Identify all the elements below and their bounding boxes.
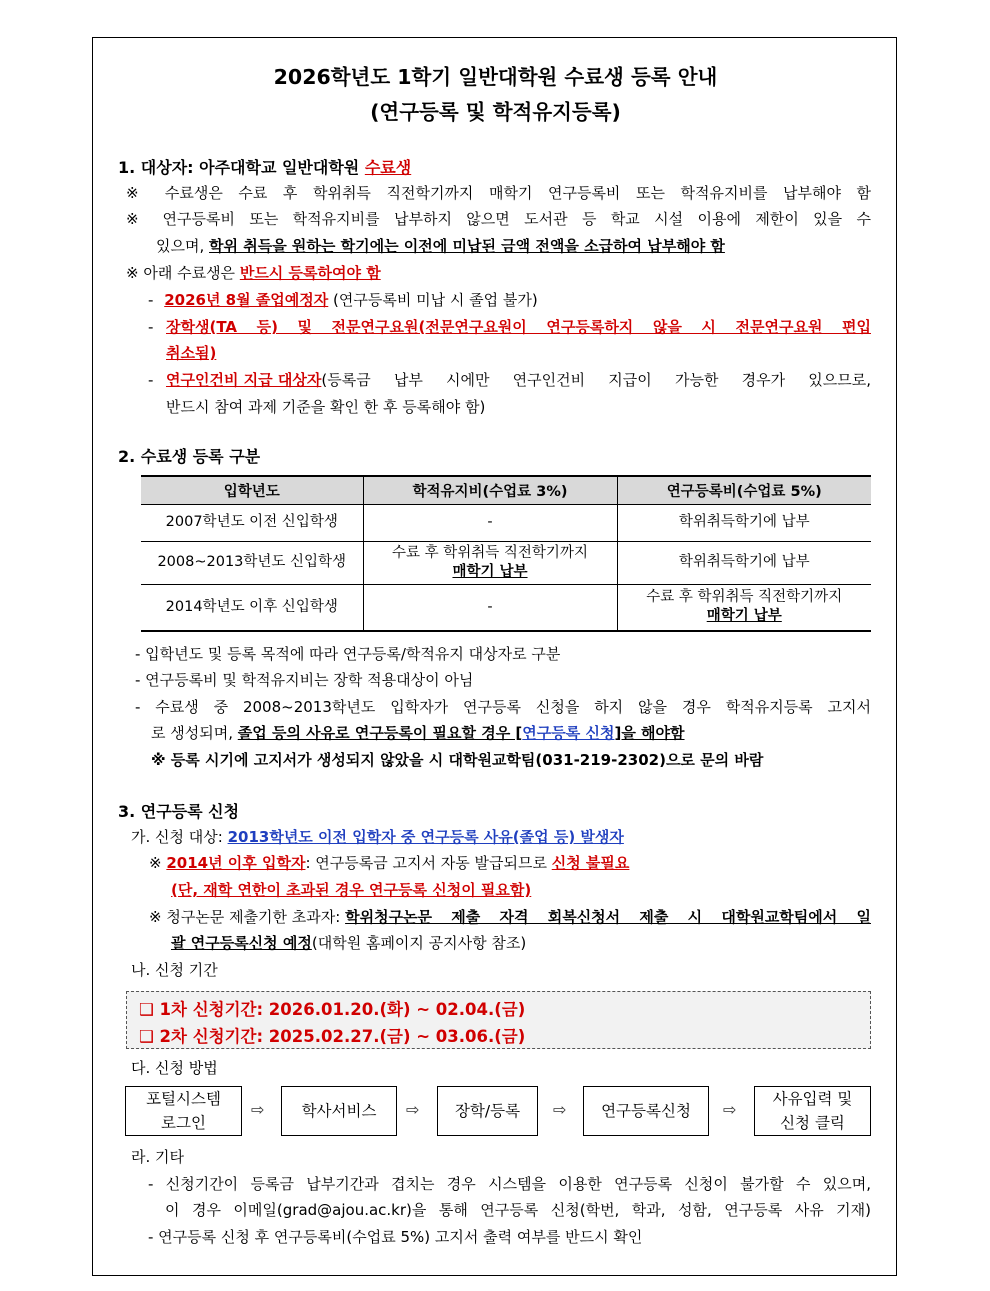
- dash-marker: -: [148, 291, 154, 309]
- section1-item2-dash: -: [148, 318, 154, 336]
- section2-note3-line1: - 수료생 중 2008~2013학년도 입학자가 연구등록 신청을 하지 않을 경우 학적유지등록 고지서: [135, 698, 871, 716]
- step-scholarship-registration: [437, 1086, 538, 1136]
- notice-title-line2: (연구등록 및 학적유지등록): [370, 100, 621, 124]
- section3-ga-note1-emph: 2014년 이후 입학자: [166, 854, 306, 872]
- note-mark: ※: [149, 854, 167, 872]
- application-period-1: [139, 996, 525, 1020]
- section3-ga-note2-prefix: ※ 청구논문 제출기한 초과자:: [149, 908, 346, 926]
- section1-item1: [148, 290, 538, 310]
- section3-ga-note1: [149, 853, 629, 873]
- section2-note3-suffix: ]을 해야함: [614, 724, 685, 742]
- table-header-maintenance: 학적유지비(수업료 3%): [363, 476, 617, 504]
- application-period-1-text: 1차 신청기간: 2026.01.20.(화) ~ 02.04.(금): [159, 1000, 526, 1019]
- step-label: 로그인: [161, 1114, 206, 1132]
- section1-note2-line2: [156, 236, 725, 256]
- table-cell-year: 2014학년도 이후 신입학생: [141, 584, 363, 631]
- table-cell-maintenance: -: [363, 584, 617, 631]
- table-header-research: 연구등록비(수업료 5%): [617, 476, 871, 504]
- table-cell-maintenance: -: [363, 504, 617, 541]
- step-label: 학사서비스: [301, 1102, 377, 1120]
- section1-note3-emph: 반드시 등록하여야 함: [239, 264, 381, 282]
- step-enter-reason-submit: [754, 1086, 871, 1136]
- application-period-2-text: 2차 신청기간: 2025.02.27.(금) ~ 03.06.(금): [159, 1027, 526, 1046]
- section2-note3-emph: 졸업 등의 사유로 연구등록이 필요할 경우 [: [237, 724, 523, 742]
- table-row: [141, 504, 871, 541]
- step-research-registration: [583, 1086, 709, 1136]
- section3-ga-note1-line2: (단, 재학 연한이 초과된 경우 연구등록 신청이 필요함): [171, 881, 532, 899]
- table-cell-research: 학위취득학기에 납부: [617, 541, 871, 584]
- section1-note2-emph: 학위 취득을 원하는 학기에는 이전에 미납된 금액 전액을 소급하여 납부해야 함: [209, 237, 725, 255]
- section1-item3-dash: -: [148, 371, 154, 389]
- section2-note3-line2: [151, 723, 685, 743]
- section3-ga-note2-line2-rest: (대학원 홈페이지 공지사항 참조): [311, 934, 527, 952]
- section1-heading: [118, 155, 411, 178]
- section3-ga-note1-mid: : 연구등록금 고지서 자동 발급되므로: [305, 854, 552, 872]
- application-period-box: [126, 991, 871, 1049]
- section3-ga-note2-line1: [149, 907, 871, 927]
- table-row: [141, 541, 871, 584]
- section2-heading: 2. 수료생 등록 구분: [118, 447, 261, 466]
- right-arrow-icon: ⇨: [406, 1100, 420, 1119]
- section1-item1-rest: (연구등록비 미납 시 졸업 불가): [328, 291, 538, 309]
- notice-frame: [92, 37, 897, 1276]
- table-cell-line: 수료 후 학위취득 직전학기까지: [646, 589, 843, 606]
- section1-item1-emph: 2026년 8월 졸업예정자: [164, 291, 329, 309]
- right-arrow-icon: ⇨: [723, 1100, 737, 1119]
- table-cell-line: 수료 후 학위취득 직전학기까지: [392, 544, 588, 561]
- section1-note2-prefix: 있으며,: [156, 237, 210, 255]
- section3-ga-note2-line2-emph: 괄 연구등록신청 예정: [171, 934, 312, 952]
- notice-title-line1: 2026학년도 1학기 일반대학원 수료생 등록 안내: [273, 65, 718, 89]
- section3-ra: 라. 기타: [131, 1148, 185, 1166]
- section1-item2-line1: 장학생(TA 등) 및 전문연구요원(전문연구요원이 연구등록하지 않을 시 전문연구요원 편입: [166, 318, 871, 336]
- section2-note4: ※ 등록 시기에 고지서가 생성되지 않았을 시 대학원교학팀(031-219-2302)으로 문의 바람: [151, 751, 764, 769]
- registration-table: [141, 475, 871, 632]
- research-registration-link[interactable]: 연구등록 신청: [522, 724, 615, 742]
- table-cell-maintenance: [363, 541, 617, 584]
- step-academic-service: [281, 1086, 397, 1136]
- right-arrow-icon: ⇨: [553, 1100, 567, 1119]
- step-label: 사유입력 및: [772, 1090, 853, 1108]
- application-period-2: [139, 1023, 525, 1047]
- section1-item3-emph: 연구인건비 지급 대상자: [166, 371, 322, 389]
- section3-ga-note2-line2: [171, 933, 526, 953]
- table-header-year: 입학년도: [141, 476, 363, 504]
- step-label: 신청 클릭: [780, 1114, 845, 1132]
- section3-da: 다. 신청 방법: [131, 1059, 218, 1077]
- section3-ra-note2: - 연구등록 신청 후 연구등록비(수업료 5%) 고지서 출력 여부를 반드시 확인: [148, 1228, 643, 1246]
- section2-note2: - 연구등록비 및 학적유지비는 장학 적용대상이 아님: [135, 671, 474, 689]
- step-portal-login: [125, 1086, 242, 1136]
- table-cell-emph: 매학기 납부: [452, 563, 528, 580]
- table-cell-year: 2007학년도 이전 신입학생: [141, 504, 363, 541]
- section3-ga-prefix: 가. 신청 대상:: [131, 828, 228, 846]
- section1-item3-rest: (등록금 납부 시에만 연구인건비 지급이 가능한 경우가 있으므로,: [321, 371, 871, 389]
- table-cell-emph: 매학기 납부: [706, 608, 782, 625]
- checkbox-bullet-icon: ❑: [139, 1000, 154, 1019]
- table-cell-research: 학위취득학기에 납부: [617, 504, 871, 541]
- table-cell-year: 2008~2013학년도 신입학생: [141, 541, 363, 584]
- section1-item3-line2: 반드시 참여 과제 기준을 확인 한 후 등록해야 함): [166, 398, 486, 416]
- section1-item2-line2: 취소됨): [166, 344, 217, 362]
- step-label: 포털시스템: [146, 1090, 221, 1108]
- table-row: [141, 584, 871, 631]
- section2-note3-prefix: 로 생성되며,: [151, 724, 238, 742]
- checkbox-bullet-icon: ❑: [139, 1027, 154, 1046]
- section1-note2-line1: ※ 연구등록비 또는 학적유지비를 납부하지 않으면 도서관 등 학교 시설 이용에 제한이 있을 수: [126, 210, 871, 228]
- section1-heading-prefix: 1. 대상자: 아주대학교 일반대학원: [118, 158, 365, 177]
- table-header-row: [141, 476, 871, 504]
- section3-na: 나. 신청 기간: [131, 961, 218, 979]
- section3-ga-note2-emph: 학위청구논문 제출 자격 회복신청서 제출 시 대학원교학팀에서 일: [345, 908, 871, 926]
- section1-note3-prefix: ※ 아래 수료생은: [126, 264, 240, 282]
- section3-ra-note1-line1: - 신청기간이 등록금 납부기간과 겹치는 경우 시스템을 이용한 연구등록 신청이 불가할 수 있으며,: [148, 1175, 871, 1193]
- section3-ga-emph: 2013학년도 이전 입학자 중 연구등록 사유(졸업 등) 발생자: [227, 828, 624, 846]
- section3-ga: [131, 827, 624, 847]
- section1-note3: [126, 263, 381, 283]
- section3-ra-note1-line2: 이 경우 이메일(grad@ajou.ac.kr)을 통해 연구등록 신청(학번, 학과, 성함, 연구등록 사유 기재): [165, 1201, 871, 1219]
- table-cell-research: [617, 584, 871, 631]
- section1-item3-line1: [166, 370, 871, 390]
- right-arrow-icon: ⇨: [251, 1100, 265, 1119]
- section1-note1: ※ 수료생은 수료 후 학위취득 직전학기까지 매학기 연구등록비 또는 학적유지비를 납부해야 함: [126, 184, 871, 202]
- step-label: 연구등록신청: [601, 1102, 691, 1120]
- section3-ga-note1-end: 신청 불필요: [551, 854, 630, 872]
- section2-note1: - 입학년도 및 등록 목적에 따라 연구등록/학적유지 대상자로 구분: [135, 645, 561, 663]
- section3-heading: 3. 연구등록 신청: [118, 802, 240, 821]
- section1-heading-target: 수료생: [364, 158, 412, 177]
- step-label: 장학/등록: [454, 1102, 521, 1120]
